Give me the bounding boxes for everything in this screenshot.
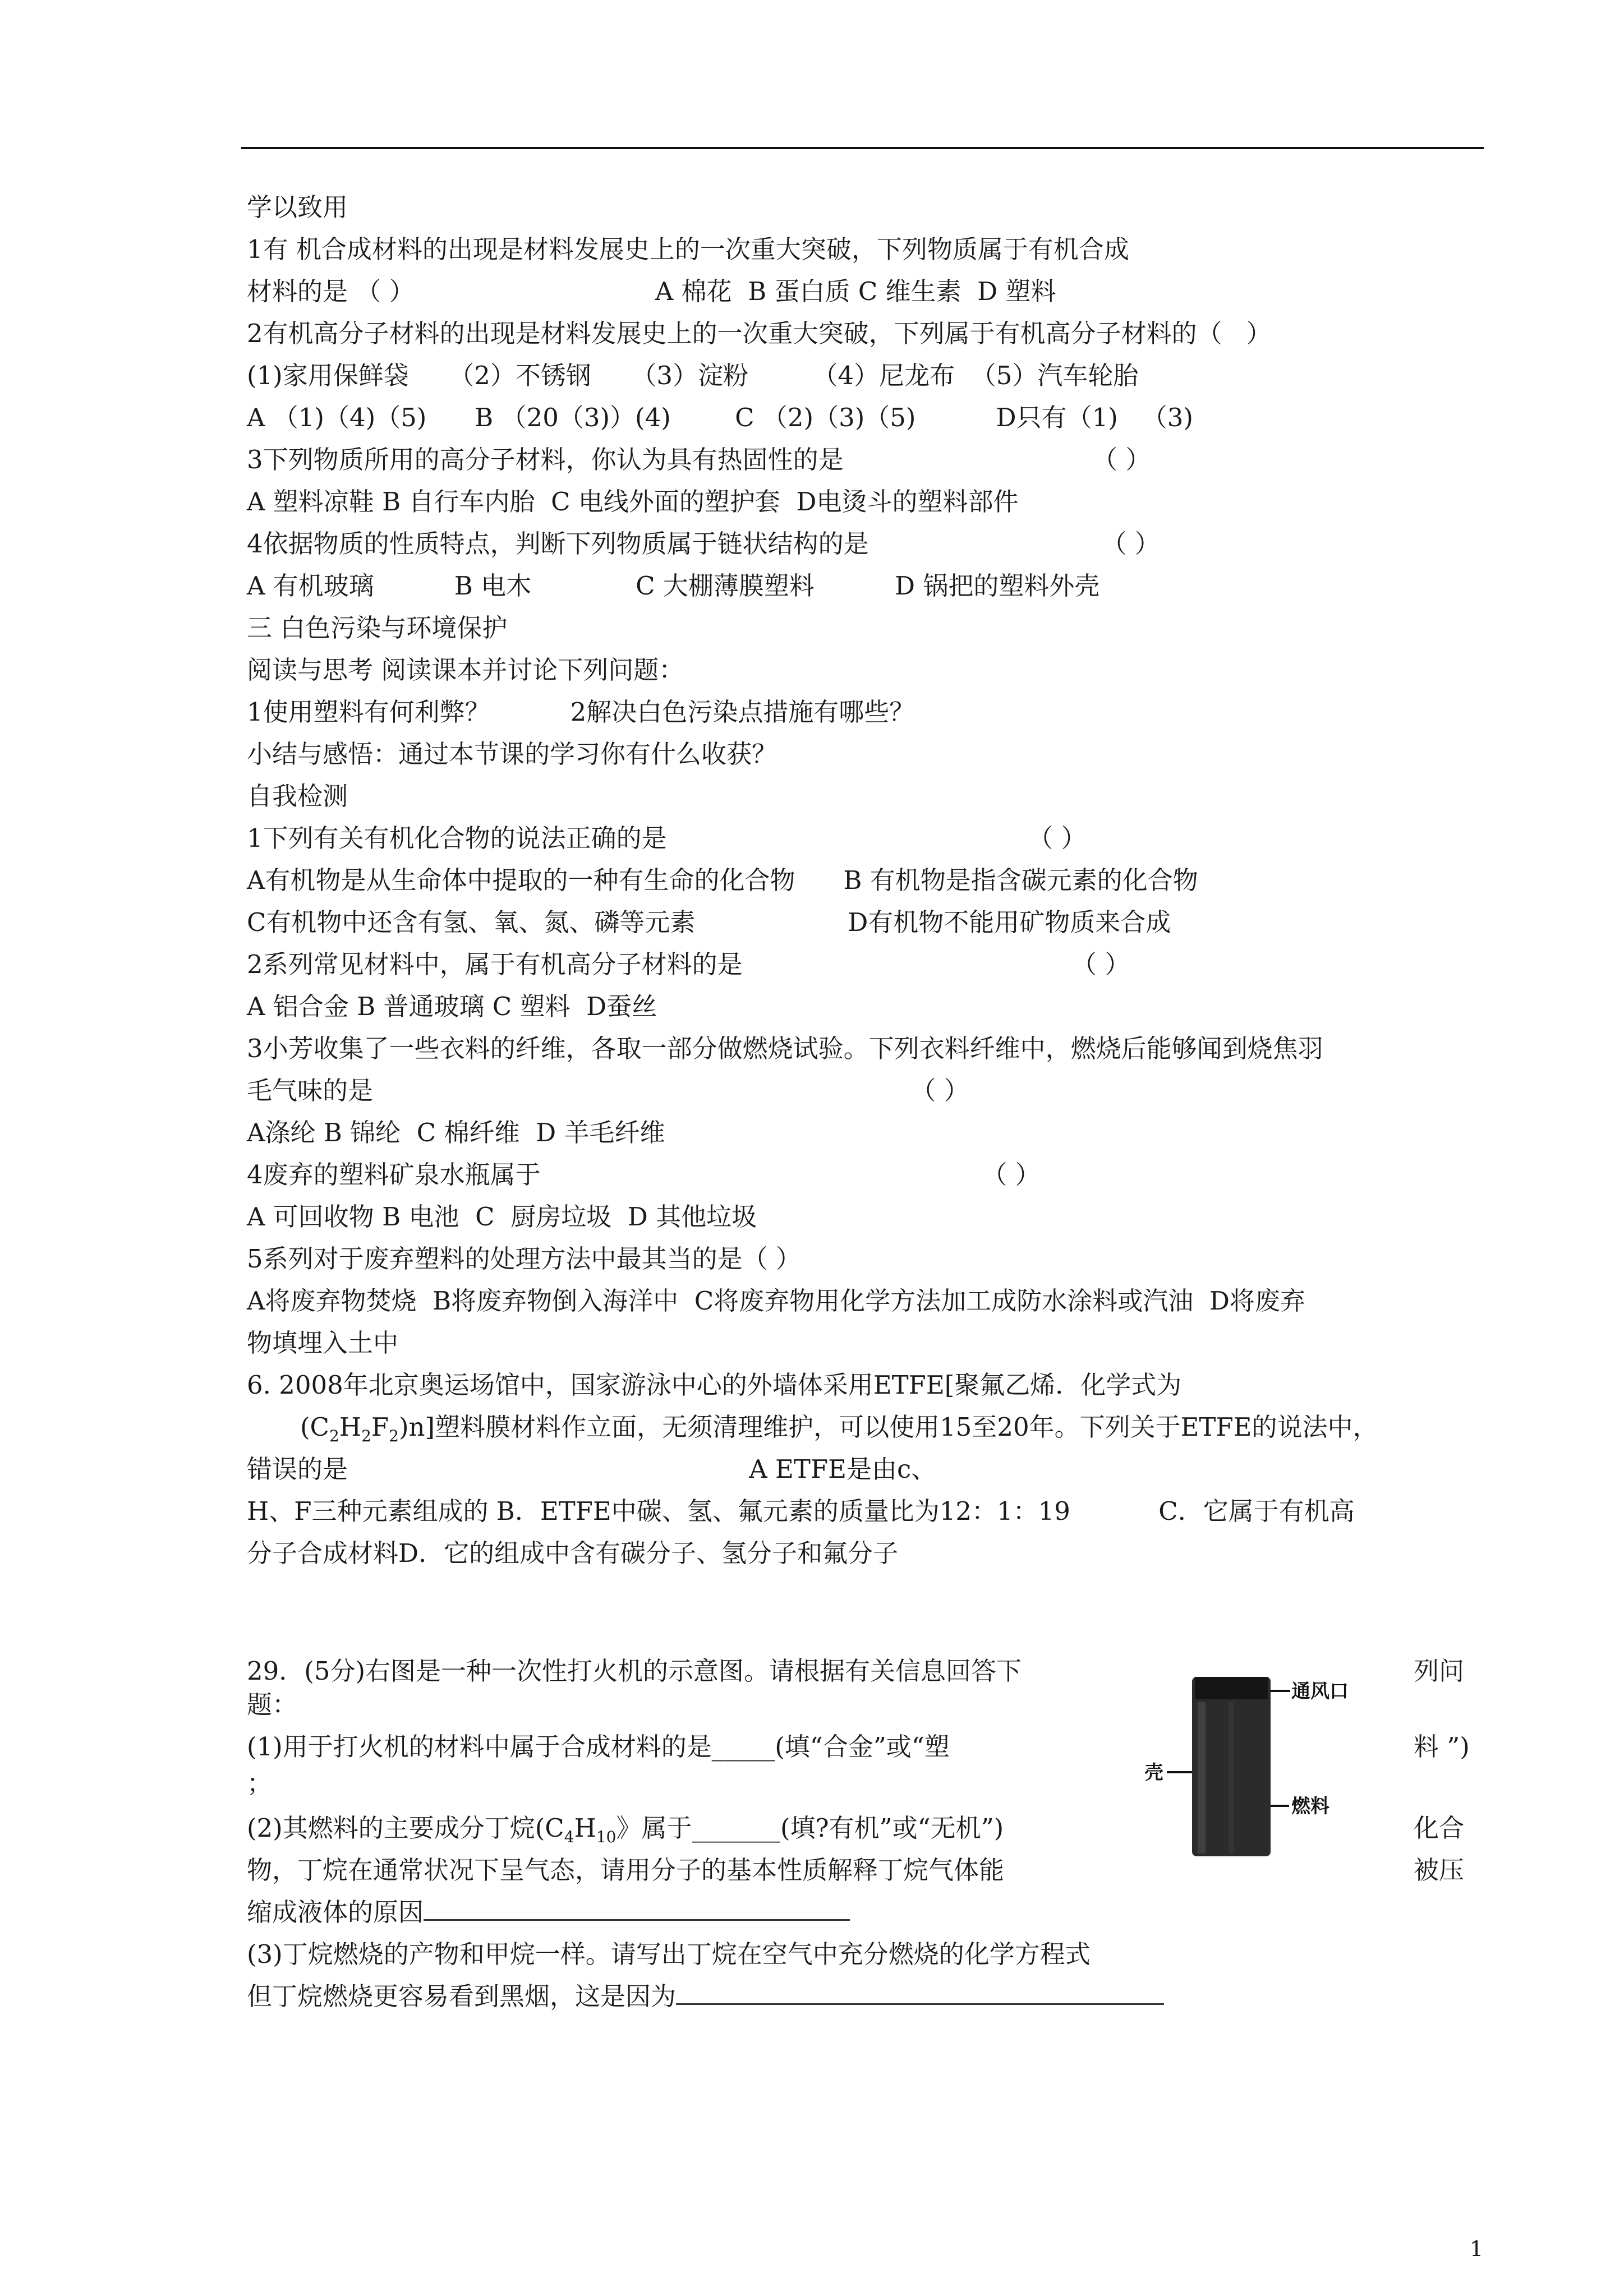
answer-blank [424, 1897, 850, 1921]
q29-line-right: 化合 [1414, 1813, 1465, 1843]
q29-line-right: 列问 [1414, 1656, 1465, 1686]
header-rule [241, 147, 1484, 149]
section-heading-self-check: 自我检测 [247, 781, 348, 811]
text-line: 2有机高分子材料的出现是材料发展史上的一次重大突破，下列属于有机高分子材料的（ ） [247, 319, 1272, 348]
text-line: 1有 机合成材料的出现是材料发展史上的一次重大突破，下列物质属于有机合成 [247, 234, 1129, 264]
section-heading-pollution: 三 白色污染与环境保护 [247, 613, 508, 643]
lighter-shade [1198, 1702, 1206, 1854]
q29-line: 但丁烷燃烧更容易看到黑烟，这是因为 [247, 1980, 1164, 2013]
text-line: 1使用塑料有何利弊？ 2解决白色污染点措施有哪些？ [247, 697, 915, 727]
page-number: 1 [1470, 2237, 1484, 2261]
text-line: 5系列对于废弃塑料的处理方法中最其当的是（ ） [247, 1244, 801, 1274]
q29-line: 物，丁烷在通常状况下呈气态，请用分子的基本性质解释丁烷气体能 [247, 1855, 1005, 1885]
text-line: 3下列物质所用的高分子材料，你认为具有热固性的是 （ ） [247, 445, 1151, 474]
text-line: A 有机玻璃 B 电木 C 大棚薄膜塑料 D 锅把的塑料外壳 [247, 571, 1100, 601]
text-line: 4依据物质的性质特点，判断下列物质属于链状结构的是 （ ） [247, 529, 1160, 559]
text-line: A （1)（4)（5) B （20（3)）(4) C （2)（3)（5) D只有（1) （3) [247, 403, 1193, 432]
text-line: 3小芳收集了一些衣料的纤维，各取一部分做燃烧试验。下列衣料纤维中，燃烧后能够闻到烧焦羽 [247, 1034, 1323, 1063]
lighter-diagram [1144, 1668, 1386, 1870]
section-heading-apply: 学以致用 [247, 192, 348, 222]
text-line: A将废弃物焚烧 B将废弃物倒入海洋中 C将废弃物用化学方法加工成防水涂料或汽油 D将废弃 [247, 1286, 1305, 1316]
text-line: 4废弃的塑料矿泉水瓶属于 （ ） [247, 1160, 1041, 1190]
lighter-shade [1229, 1702, 1234, 1854]
shell-label: 壳 [1144, 1762, 1163, 1784]
text-line: A 塑料凉鞋 B 自行车内胎 C 电线外面的塑护套 D电烫斗的塑料部件 [247, 487, 1019, 517]
q29-line: ； [247, 1768, 273, 1798]
text-line: A有机物是从生命体中提取的一种有生命的化合物 B 有机物是指含碳元素的化合物 [247, 865, 1198, 895]
vent-label: 通风口 [1291, 1680, 1349, 1703]
q29-line-right: 料 ”) [1414, 1732, 1470, 1762]
fuel-label: 燃料 [1291, 1795, 1329, 1818]
text-line: 2系列常见材料中，属于有机高分子材料的是 （ ） [247, 949, 1130, 979]
q29-line: 题： [247, 1690, 298, 1719]
text-line: A 可回收物 B 电池 C 厨房垃圾 D 其他垃圾 [247, 1202, 757, 1232]
text-line: A涤纶 B 锦纶 C 棉纤维 D 羊毛纤维 [247, 1118, 665, 1147]
q29-line: (3)丁烷燃烧的产物和甲烷一样。请写出丁烷在空气中充分燃烧的化学方程式 [247, 1939, 1091, 1969]
text-line: 错误的是 A ETFE是由c、 [247, 1454, 937, 1484]
text-line: 阅读与思考 阅读课本并讨论下列问题： [247, 655, 684, 685]
answer-blank [676, 1981, 1164, 2005]
text-line: 毛气味的是 （ ） [247, 1076, 969, 1105]
lighter-illustration [1144, 1668, 1386, 1870]
text-line: (1)家用保鲜袋 （2）不锈钢 （3）淀粉 （4）尼龙布 （5）汽车轮胎 [247, 361, 1139, 390]
q29-line: 缩成液体的原因 [247, 1896, 850, 1929]
q29-line: 29．(5分)右图是一种一次性打火机的示意图。请根据有关信息回答下 [247, 1656, 1022, 1686]
q29-line: (2)其燃料的主要成分丁烷($C_4H_{10}$》属于_______(填?有机”或“无机”) [247, 1813, 1004, 1846]
text-line: A 铝合金 B 普通玻璃 C 塑料 D蚕丝 [247, 992, 657, 1021]
text-line: 物填埋入土中 [247, 1328, 399, 1358]
lighter-top [1195, 1677, 1268, 1699]
q29-line-right: 被压 [1414, 1855, 1465, 1885]
text-line: 1下列有关有机化合物的说法正确的是 （ ） [247, 823, 1087, 853]
text-line: 材料的是 （ ） A 棉花 B 蛋白质 C 维生素 D 塑料 [247, 276, 1056, 306]
q29-line: (1)用于打火机的材料中属于合成材料的是_____(填“合金”或“塑 [247, 1732, 950, 1762]
text-line: 6. 2008年北京奥运场馆中，国家游泳中心的外墙体采用ETFE[聚氟乙烯．化学式为 [247, 1370, 1182, 1400]
text-line: H、F三种元素组成的 B．ETFE中碳、氢、氟元素的质量比为12：1：19 C．它属于有机高 [247, 1496, 1355, 1526]
formula-line: $(C_2H_2F_2)n$]塑料膜材料作立面，无须清理维护，可以使用15至20年。下列关于ETFE的说法中， [300, 1412, 1378, 1445]
text-line: C有机物中还含有氢、氧、氮、磷等元素 D有机物不能用矿物质来合成 [247, 907, 1171, 937]
text-line: 小结与感悟：通过本节课的学习你有什么收获？ [247, 739, 778, 769]
text-line: 分子合成材料D．它的组成中含有碳分子、氢分子和氟分子 [247, 1538, 899, 1568]
